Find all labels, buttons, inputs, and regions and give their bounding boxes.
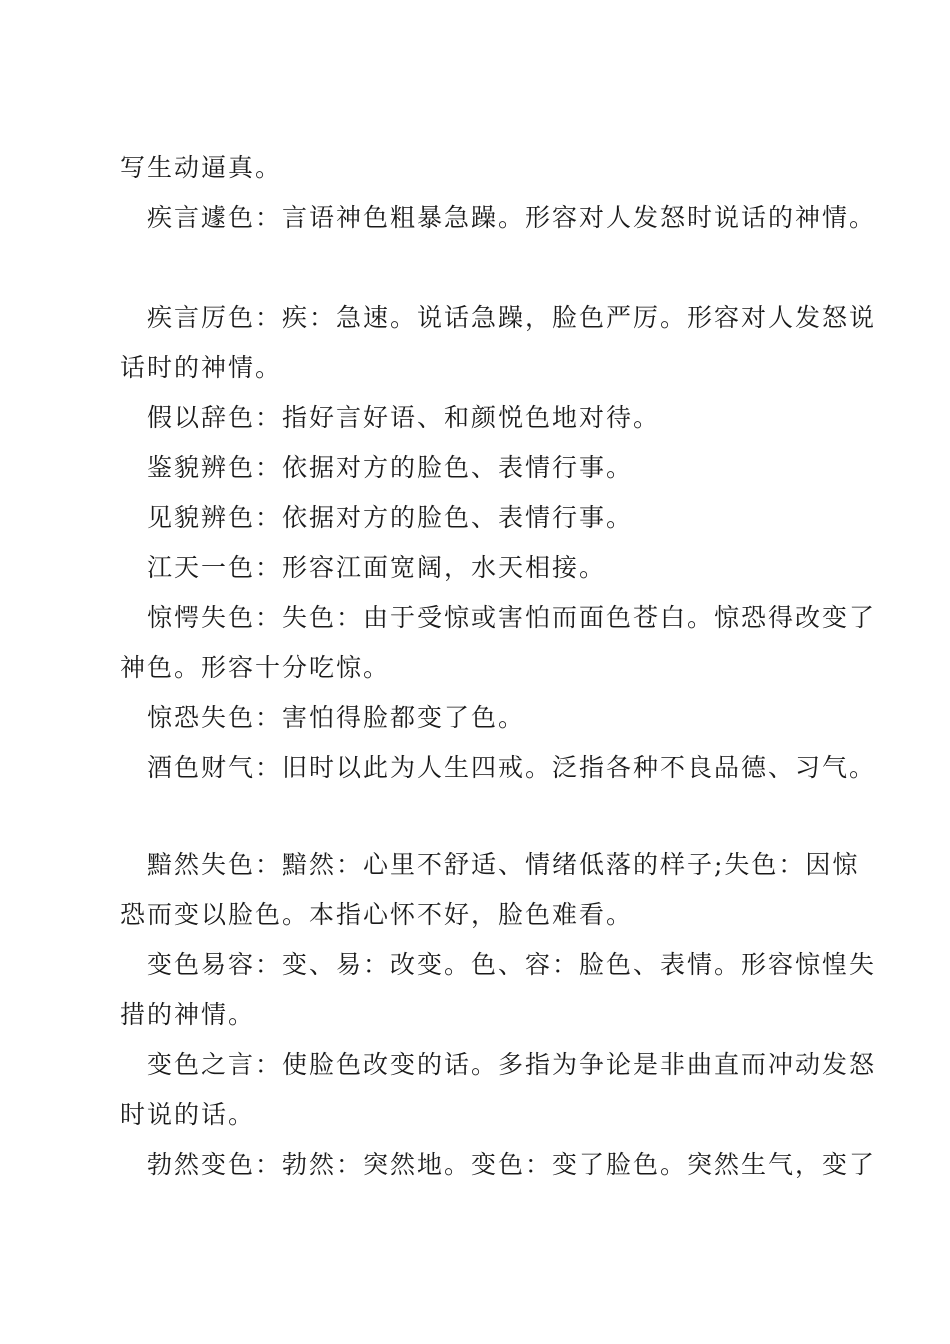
text-line: 惊恐失色：害怕得脸都变了色。 [147,703,526,732]
text-line: 变色易容：变、易：改变。色、容：脸色、表情。形容惊惶失 [147,950,877,979]
text-line: 变色之言：使脸色改变的话。多指为争论是非曲直而冲动发怒 [147,1050,877,1079]
text-line: 话时的神情。 [120,353,283,382]
text-line: 见貌辨色：依据对方的脸色、表情行事。 [147,503,634,532]
text-line: 勃然变色：勃然：突然地。变色：变了脸色。突然生气，变了 [147,1150,877,1179]
text-line: 神色。形容十分吃惊。 [120,653,391,682]
text-line: 时说的话。 [120,1100,256,1129]
text-line: 措的神情。 [120,1000,256,1029]
text-line: 惊愕失色：失色：由于受惊或害怕而面色苍白。惊恐得改变了 [147,603,877,632]
text-line: 恐而变以脸色。本指心怀不好，脸色难看。 [120,900,634,929]
text-line: 黯然失色：黯然：心里不舒适、情绪低落的样子;失色：因惊 [147,850,860,879]
text-line: 写生动逼真。 [120,153,283,182]
text-line: 假以辞色：指好言好语、和颜悦色地对待。 [147,403,661,432]
text-line: 江天一色：形容江面宽阔，水天相接。 [147,553,607,582]
text-line: 疾言遽色：言语神色粗暴急躁。形容对人发怒时说话的神情。 [147,203,877,232]
text-line: 酒色财气：旧时以此为人生四戒。泛指各种不良品德、习气。 [147,753,877,782]
text-line: 疾言厉色：疾：急速。说话急躁，脸色严厉。形容对人发怒说 [147,303,877,332]
text-line: 鉴貌辨色：依据对方的脸色、表情行事。 [147,453,634,482]
